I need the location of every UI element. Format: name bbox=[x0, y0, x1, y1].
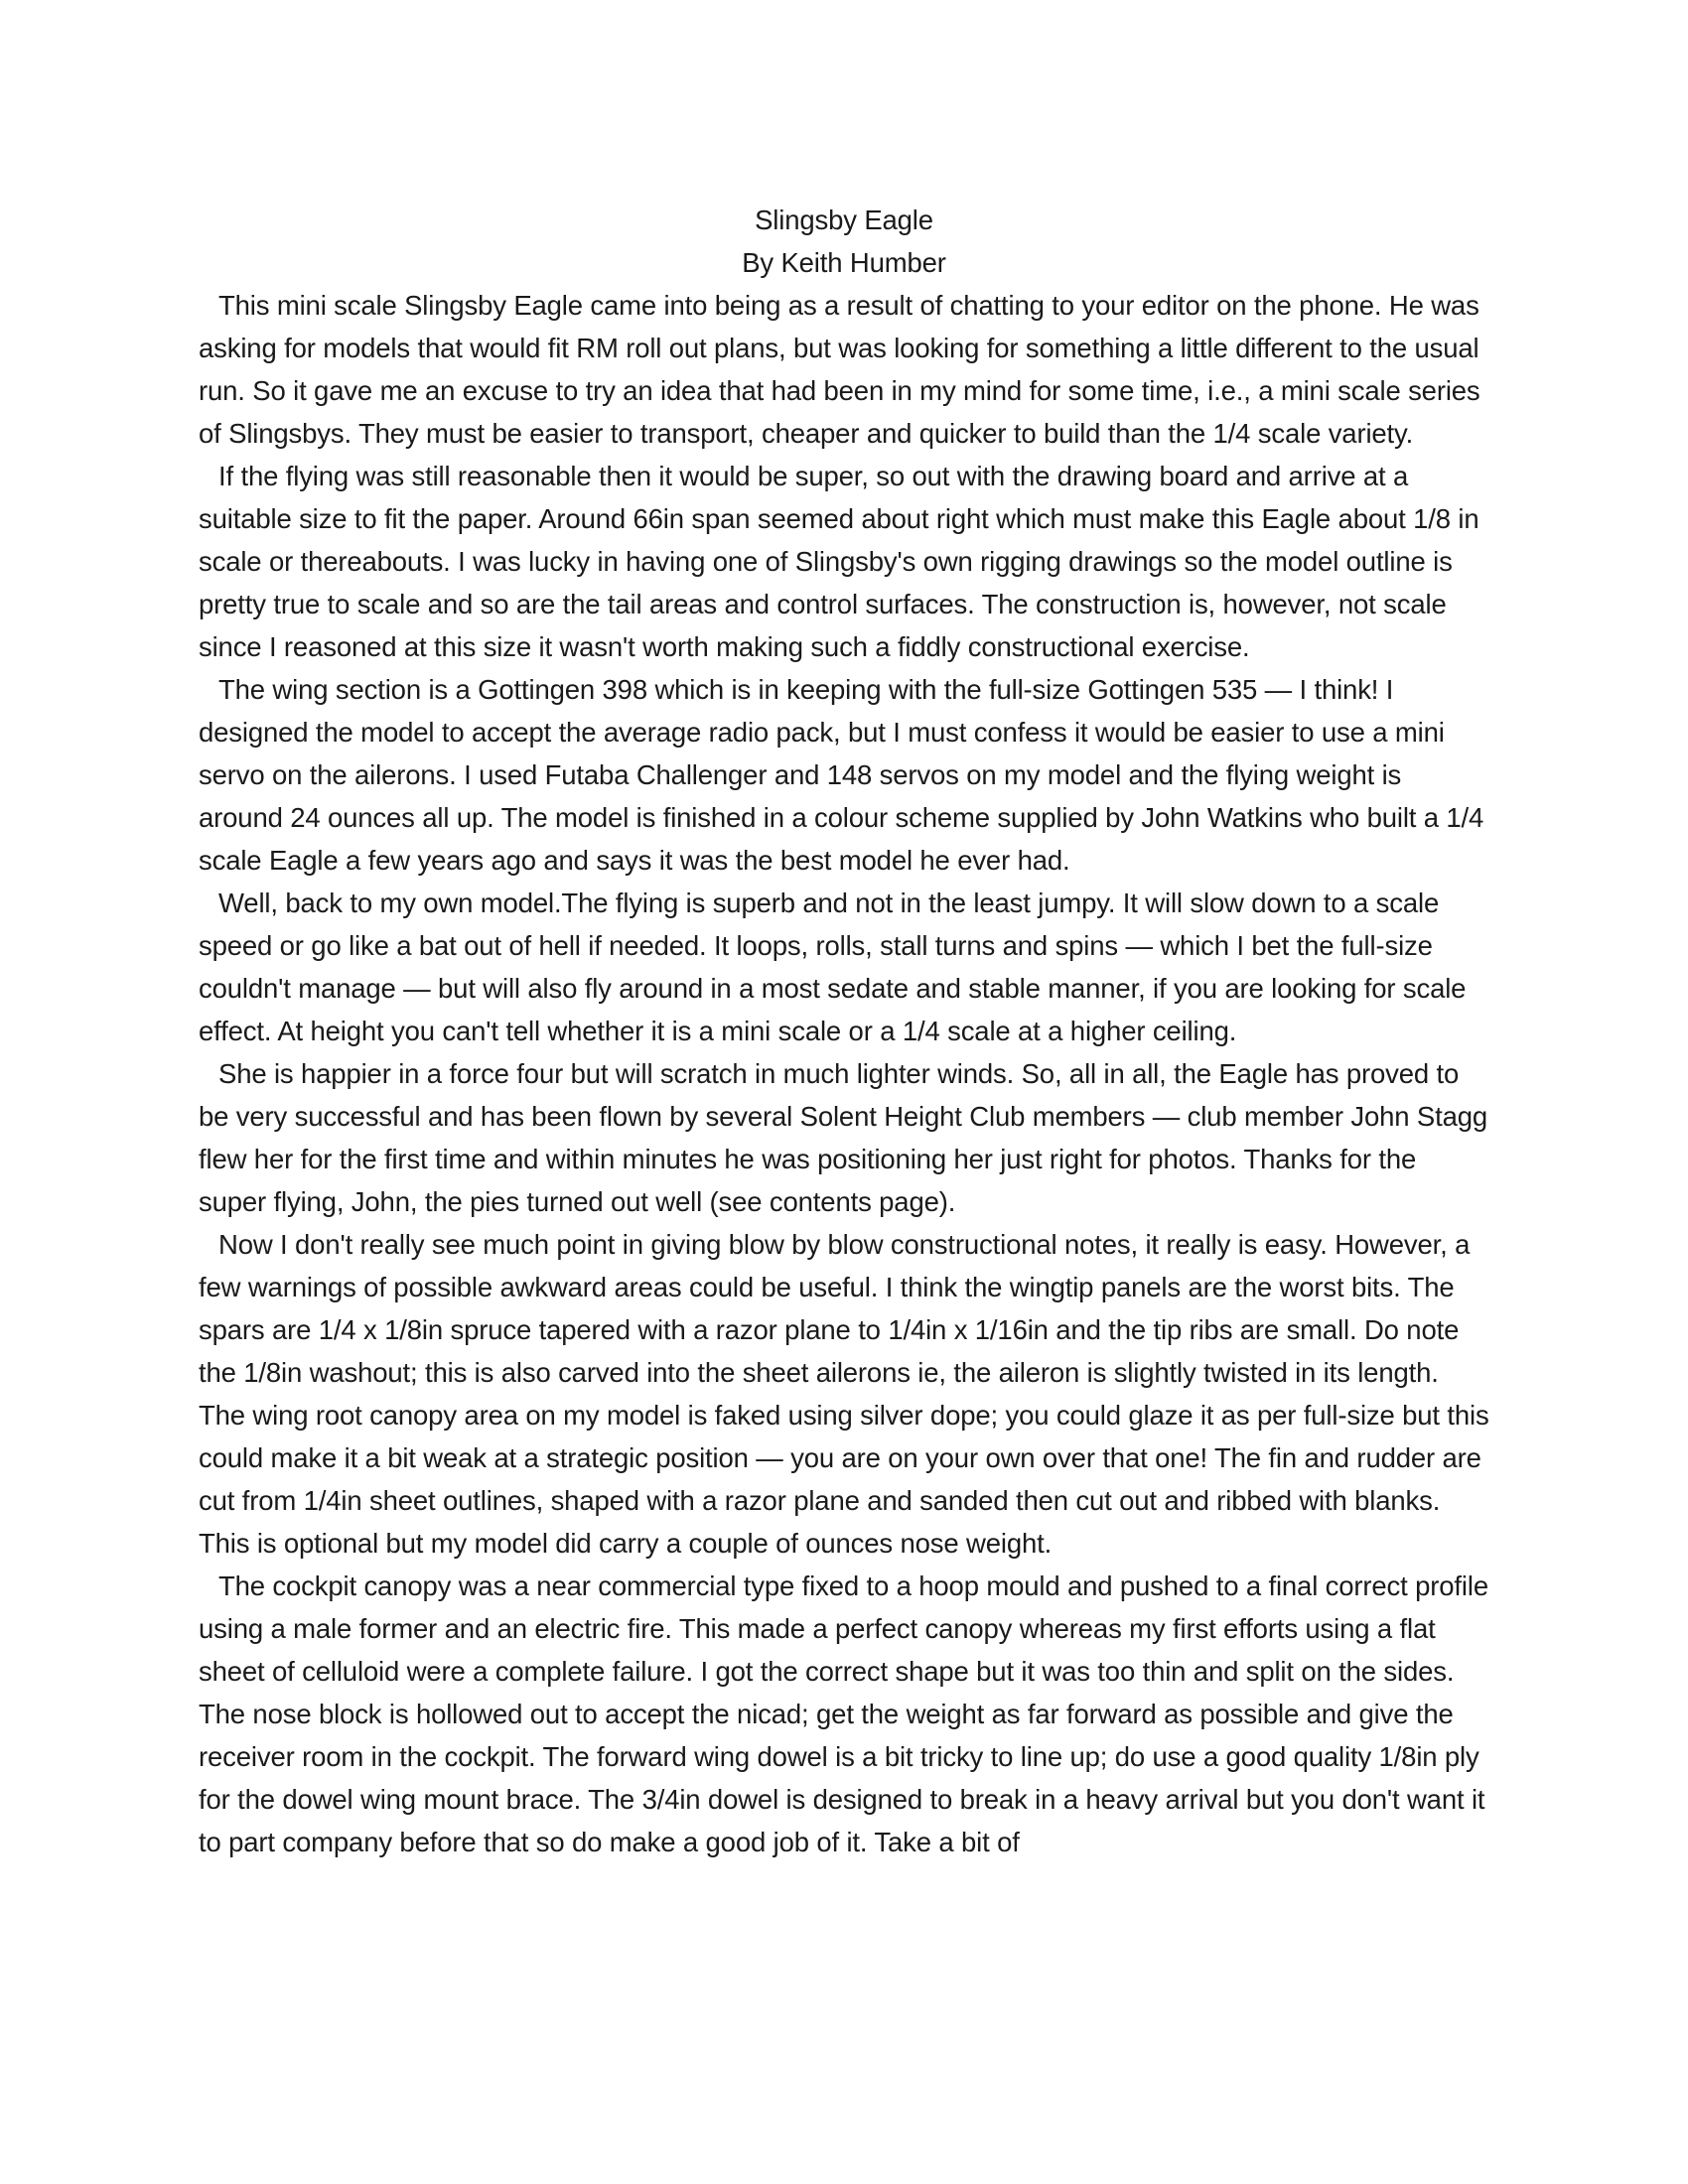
paragraph-wing-section: The wing section is a Gottingen 398 which is in keeping with the full-size Gottingen 535 — I think! I designed the model to accept the average radio pack, but I must confess it would be easier to use a mini servo on the ailerons. I used Futaba Challenger and 148 servos on my model and the flying weight is around 24 ounces all up. The model is finished in a colour scheme supplied by John Watkins who built a 1/4 scale Eagle a few years ago and says it was the best model he ever had. bbox=[199, 674, 1484, 876]
document-page bbox=[199, 199, 1489, 1863]
paragraph-construction: Now I don't really see much point in giving blow by blow constructional notes, it really is easy. However, a few warnings of possible awkward areas could be useful. I think the wingtip panels are the worst bits. The spars are 1/4 x 1/8in spruce tapered with a razor plane to 1/4in x 1/16in and the tip ribs are small. Do note the 1/8in washout; this is also carved into the sheet ailerons ie, the aileron is slightly twisted in its length. The wing root canopy area on my model is faked using silver dope; you could glaze it as per full-size but this could make it a bit weak at a strategic position — you are on your own over that one! The fin and rudder are cut from 1/4in sheet outlines, shaped with a razor plane and sanded then cut out and ribbed with blanks. This is optional but my model did carry a couple of ounces nose weight. bbox=[199, 1229, 1489, 1559]
document-title: Slingsby Eagle bbox=[755, 205, 933, 235]
paragraph-canopy: The cockpit canopy was a near commercial type fixed to a hoop mould and pushed to a final correct profile using a male former and an electric fire. This made a perfect canopy whereas my first efforts using a flat sheet of celluloid were a complete failure. I got the correct shape but it was too thin and split on the sides. The nose block is hollowed out to accept the nicad; get the weight as far forward as possible and give the receiver room in the cockpit. The forward wing dowel is a bit tricky to line up; do use a good quality 1/8in ply for the dowel wing mount brace. The 3/4in dowel is designed to break in a heavy arrival but you don't want it to part company before that so do make a good job of it. Take a bit of bbox=[199, 1570, 1488, 1857]
document-byline: By Keith Humber bbox=[742, 247, 946, 278]
paragraph-flying: Well, back to my own model.The flying is superb and not in the least jumpy. It will slow down to a scale speed or go like a bat out of hell if needed. It loops, rolls, stall turns and spins — which I bet the full-size couldn't manage — but will also fly around in a most sedate and stable manner, if you are looking for scale effect. At height you can't tell whether it is a mini scale or a 1/4 scale at a higher ceiling. bbox=[199, 887, 1467, 1046]
paragraph-weather: She is happier in a force four but will scratch in much lighter winds. So, all in all, the Eagle has proved to be very successful and has been flown by several Solent Height Club members — club member John Stagg flew her for the first time and within minutes he was positioning her just right for photos. Thanks for the super flying, John, the pies turned out well (see contents page). bbox=[199, 1058, 1488, 1217]
paragraph-size: If the flying was still reasonable then it would be super, so out with the drawing board and arrive at a suitable size to fit the paper. Around 66in span seemed about right which must make this Eagle about 1/8 in scale or thereabouts. I was lucky in having one of Slingsby's own rigging drawings so the model outline is pretty true to scale and so are the tail areas and control surfaces. The construction is, however, not scale since I reasoned at this size it wasn't worth making such a fiddly constructional exercise. bbox=[199, 461, 1479, 662]
paragraph-intro: This mini scale Slingsby Eagle came into being as a result of chatting to your editor on the phone. He was asking for models that would fit RM roll out plans, but was looking for something a little different to the usual run. So it gave me an excuse to try an idea that had been in my mind for some time, i.e., a mini scale series of Slingsbys. They must be easier to transport, cheaper and quicker to build than the 1/4 scale variety. bbox=[199, 290, 1480, 449]
